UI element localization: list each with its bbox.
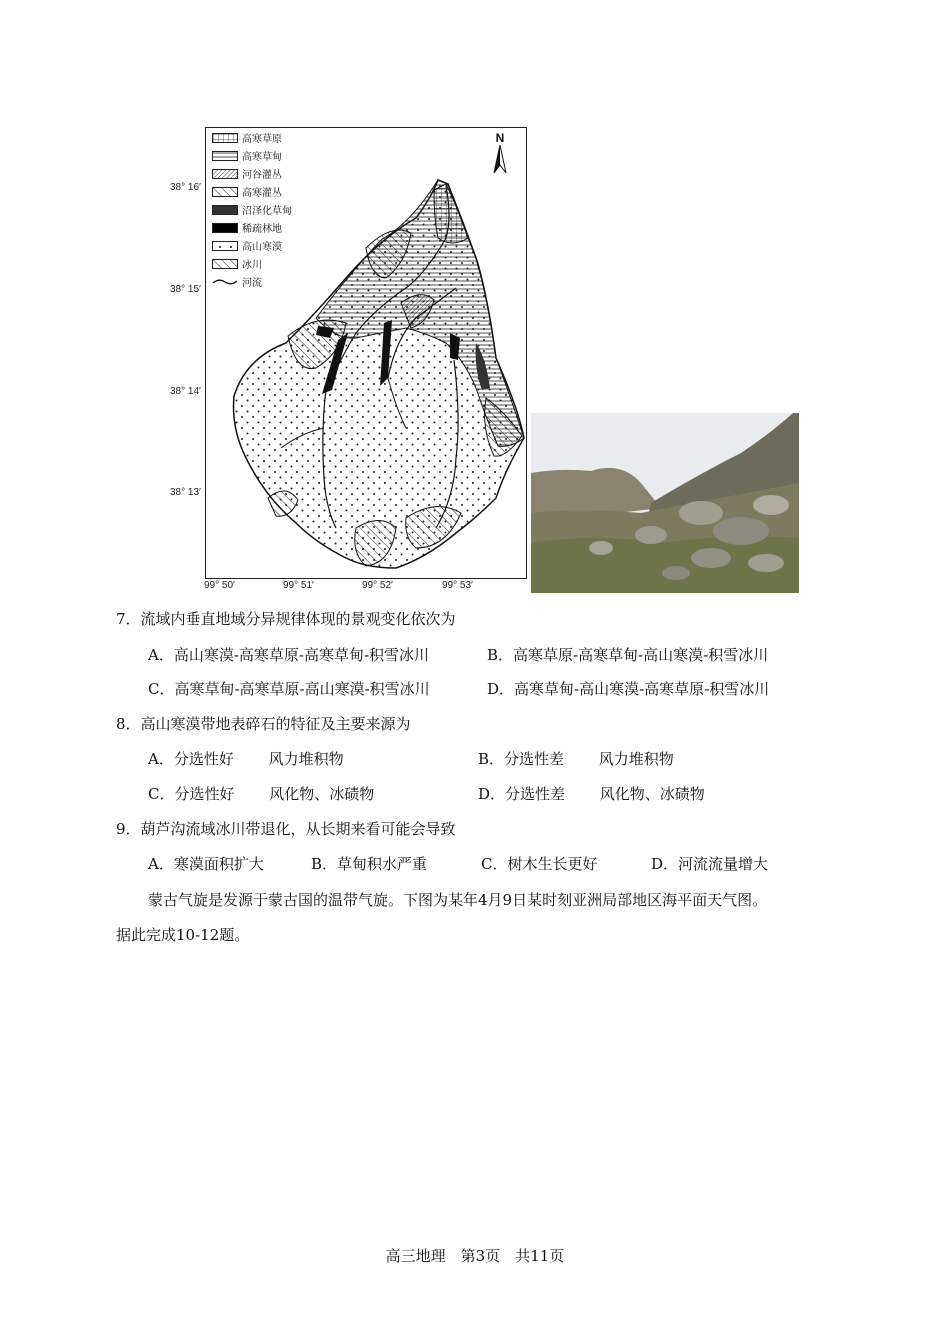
legend-item [212,220,282,234]
lon-label: 99° 53′ [442,580,473,591]
lat-label: 38° 16′ [170,182,201,193]
legend-item [212,148,282,162]
diag-swatch-icon [212,187,238,197]
legend-label: 高寒草甸 [242,152,282,163]
legend-label: 高寒草原 [242,134,282,145]
dense-diag-swatch-icon [212,169,238,179]
legend-label: 稀疏林地 [242,224,282,235]
legend-item [212,130,282,144]
option-d[interactable]: D．分选性差 风化物、冰碛物 [478,785,705,803]
solid-swatch-icon [212,223,238,233]
legend-label: 高寒灌丛 [242,188,282,199]
legend-item [212,256,262,270]
page-footer: 高三地理 第3页 共11页 [385,1247,565,1265]
north-label: N [495,131,505,145]
option-b[interactable]: B．分选性差 风力堆积物 [478,750,674,768]
option-a[interactable]: A．高山寒漠-高寒草原-高寒草甸-积雪冰川 [148,646,430,664]
legend-item [212,166,282,180]
river-swatch-icon [212,277,238,287]
legend-label: 河谷灌丛 [242,170,282,181]
option-a[interactable]: A．寒漠面积扩大 [148,855,264,873]
legend-label: 高山寒漠 [242,242,282,253]
option-c[interactable]: C．分选性好 风化物、冰碛物 [148,785,375,803]
lon-label: 99° 52′ [362,580,393,591]
north-arrow [490,131,510,178]
grid-swatch-icon [212,133,238,143]
legend-item [212,202,292,216]
dots-swatch-icon [212,241,238,251]
legend-label: 冰川 [242,260,262,271]
question-stem: 8．高山寒漠带地表碎石的特征及主要来源为 [116,715,411,733]
option-c[interactable]: C．高寒草甸-高寒草原-高山寒漠-积雪冰川 [148,680,430,698]
question-stem: 7．流域内垂直地域分异规律体现的景观变化依次为 [116,610,456,628]
intro-paragraph-cont: 据此完成10-12题。 [116,926,250,944]
lat-label: 38° 14′ [170,386,201,397]
option-b[interactable]: B．草甸积水严重 [311,855,428,873]
option-d[interactable]: D．河流流量增大 [651,855,769,873]
option-d[interactable]: D．高寒草甸-高山寒漠-高寒草原-积雪冰川 [487,680,770,698]
option-b[interactable]: B．高寒草原-高寒草甸-高山寒漠-积雪冰川 [487,646,769,664]
lat-label: 38° 15′ [170,284,201,295]
glacier-swatch-icon [212,259,238,269]
intro-paragraph: 蒙古气旋是发源于蒙古国的温带气旋。下图为某年4月9日某时刻亚洲局部地区海平面天气图。 [148,891,768,909]
lon-label: 99° 50′ [204,580,235,591]
lat-label: 38° 13′ [170,487,201,498]
option-a[interactable]: A．分选性好 风力堆积物 [148,750,344,768]
option-c[interactable]: C．树木生长更好 [481,855,598,873]
legend-item [212,238,282,252]
legend-label: 沼泽化草甸 [242,206,292,217]
landscape-photo [531,413,799,593]
question-stem: 9．葫芦沟流域冰川带退化，从长期来看可能会导致 [116,820,456,838]
lon-label: 99° 51′ [283,580,314,591]
legend-label: 河流 [242,278,262,289]
legend-item [212,184,282,198]
dark-swatch-icon [212,205,238,215]
legend-item [212,274,262,288]
north-arrow-icon [490,145,510,175]
hlines-swatch-icon [212,151,238,161]
